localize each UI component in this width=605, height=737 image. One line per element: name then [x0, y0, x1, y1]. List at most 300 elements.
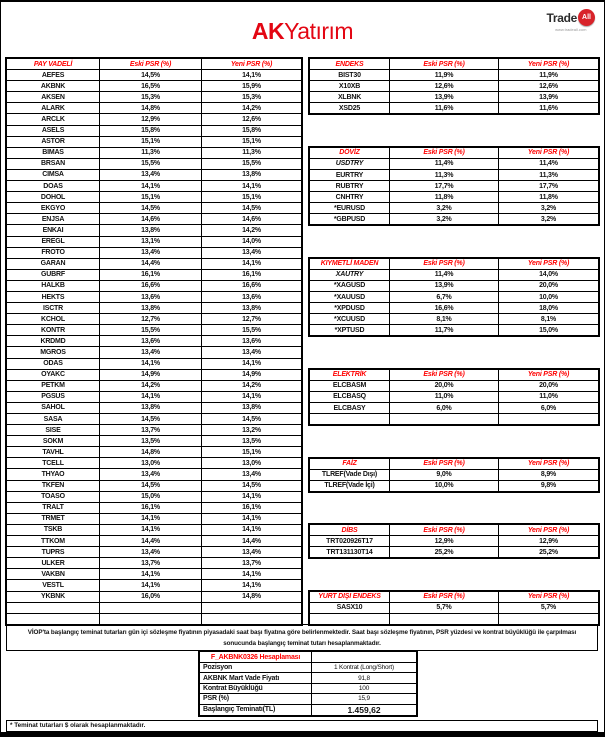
eski-psr-cell: 16,6%: [100, 280, 202, 291]
yeni-psr-header: Yeni PSR (%): [202, 59, 302, 70]
eski-psr-cell: 14,1%: [100, 358, 202, 369]
yeni-psr-cell: 14,0%: [202, 236, 302, 247]
yeni-psr-cell: 14,2%: [202, 380, 302, 391]
table-row: [7, 502, 302, 513]
eski-psr-cell: 13,8%: [100, 402, 202, 413]
eski-psr-cell: 16,1%: [100, 502, 202, 513]
yeni-psr-cell: 8,1%: [499, 314, 599, 325]
table-row: [7, 469, 302, 480]
eski-psr-cell: 14,1%: [100, 181, 202, 192]
yeni-psr-cell: 14,2%: [202, 103, 302, 114]
table-row: [310, 158, 599, 169]
table-row: [7, 458, 302, 469]
eski-psr-cell: 16,6%: [390, 303, 499, 314]
eski-psr-cell: 13,9%: [390, 92, 499, 103]
calc-box-title: F_AKBNK0326 Hesaplaması: [200, 652, 312, 663]
ticker-cell: VAKBN: [7, 569, 100, 580]
ticker-cell: ASELS: [7, 125, 100, 136]
eski-psr-cell: 17,7%: [390, 181, 499, 192]
doviz-table: [309, 147, 599, 226]
table-row: [7, 513, 302, 524]
ticker-cell: MGROS: [7, 347, 100, 358]
ticker-cell: XSD25: [310, 103, 390, 114]
eski-psr-header: Eski PSR (%): [390, 59, 499, 70]
table-row: [7, 303, 302, 314]
section-title: YURT DIŞI ENDEKS: [310, 591, 390, 602]
table-row: [7, 547, 302, 558]
ticker-cell: ASTOR: [7, 136, 100, 147]
table-row: [7, 536, 302, 547]
ticker-cell: EKGYO: [7, 203, 100, 214]
table-row: [310, 469, 599, 480]
table-row: [7, 103, 302, 114]
ticker-cell: *XAUUSD: [310, 292, 390, 303]
yeni-psr-cell: 11,4%: [499, 158, 599, 169]
yeni-psr-cell: 14,1%: [202, 358, 302, 369]
akbnk-calc-table: [199, 651, 417, 716]
eski-psr-cell: 14,4%: [100, 258, 202, 269]
empty-cell: [390, 414, 499, 425]
eski-psr-cell: 16,0%: [100, 591, 202, 602]
table-row: [310, 181, 599, 192]
ticker-cell: ELCBASM: [310, 380, 390, 391]
table-row: [310, 292, 599, 303]
empty-cell: [7, 613, 100, 624]
table-row: [310, 325, 599, 336]
yeni-psr-cell: 12,9%: [499, 536, 599, 547]
eski-psr-cell: 13,4%: [100, 469, 202, 480]
table-row: [7, 214, 302, 225]
pay-vadeli-table: [6, 58, 302, 625]
yeni-psr-cell: 8,9%: [499, 469, 599, 480]
table-row: [310, 103, 599, 114]
yeni-psr-cell: 14,5%: [202, 203, 302, 214]
table-row: [7, 480, 302, 491]
yeni-psr-cell: 13,9%: [499, 92, 599, 103]
yeni-psr-cell: 15,5%: [202, 158, 302, 169]
ticker-cell: ENJSA: [7, 214, 100, 225]
eski-psr-cell: 16,1%: [100, 269, 202, 280]
table-row: [7, 147, 302, 158]
brand-light-text: Yatırım: [284, 18, 354, 44]
ticker-cell: SASX10: [310, 602, 390, 613]
eski-psr-cell: 13,6%: [100, 291, 202, 302]
eski-psr-cell: 11,6%: [390, 103, 499, 114]
empty-cell: [100, 613, 202, 624]
ticker-cell: FROTO: [7, 247, 100, 258]
yeni-psr-cell: 15,9%: [202, 81, 302, 92]
eski-psr-cell: 12,7%: [100, 314, 202, 325]
eski-psr-cell: 13,9%: [390, 280, 499, 291]
empty-cell: [310, 414, 390, 425]
ticker-cell: TRALT: [7, 502, 100, 513]
calc-value-cell: 15,9: [312, 694, 417, 704]
ticker-cell: SAHOL: [7, 402, 100, 413]
table-row: [7, 169, 302, 180]
header-row: [310, 59, 599, 70]
tradeall-logo: [546, 9, 595, 32]
empty-cell: [499, 414, 599, 425]
eski-psr-cell: 11,7%: [390, 325, 499, 336]
ticker-cell: VESTL: [7, 580, 100, 591]
yeni-psr-cell: 11,6%: [499, 103, 599, 114]
eski-psr-cell: 15,5%: [100, 158, 202, 169]
ticker-cell: SISE: [7, 425, 100, 436]
eski-psr-cell: 12,9%: [390, 536, 499, 547]
eski-psr-cell: 14,2%: [100, 380, 202, 391]
yeni-psr-cell: 13,6%: [202, 336, 302, 347]
empty-cell: [310, 613, 390, 624]
table-row: [7, 181, 302, 192]
ticker-cell: *GBPUSD: [310, 214, 390, 225]
yeni-psr-header: Yeni PSR (%): [499, 369, 599, 380]
table-row: [310, 92, 599, 103]
eski-psr-cell: 14,5%: [100, 203, 202, 214]
ticker-cell: AEFES: [7, 70, 100, 81]
yeni-psr-cell: 14,2%: [202, 225, 302, 236]
eski-psr-header: Eski PSR (%): [390, 591, 499, 602]
yeni-psr-cell: 13,5%: [202, 436, 302, 447]
calc-row: [200, 663, 417, 673]
section-title: DİBS: [310, 525, 390, 536]
viop-footnote: VİOP'ta başlangıç teminat tutarları gün içi sözleşme fiyatının piyasadaki saat başı fiyatına göre belirlenmektedir. Saat başı sözleşme fiyatının, PSR yüzdesi ve kontrat büyüklüğü ile çarpılması sonucunda başlangıç teminat tutarı hesaplanmaktadır.: [6, 624, 598, 651]
eski-psr-cell: 14,5%: [100, 480, 202, 491]
table-row: [7, 291, 302, 302]
ticker-cell: SASA: [7, 414, 100, 425]
table-row: [310, 269, 599, 280]
eski-psr-cell: 11,3%: [390, 169, 499, 180]
yeni-psr-cell: 16,1%: [202, 502, 302, 513]
ticker-cell: EURTRY: [310, 169, 390, 180]
calc-header-row: [200, 652, 417, 663]
table-row: [310, 547, 599, 558]
table-row: [7, 380, 302, 391]
eski-psr-cell: 3,2%: [390, 214, 499, 225]
calc-value-cell: 91,8: [312, 673, 417, 683]
eski-psr-cell: 13,4%: [100, 347, 202, 358]
yeni-psr-cell: 13,4%: [202, 247, 302, 258]
eski-psr-cell: 11,0%: [390, 391, 499, 402]
header-row: [310, 458, 599, 469]
eski-psr-header: Eski PSR (%): [390, 369, 499, 380]
tradeall-subtext: www.tradeall.com: [555, 27, 587, 32]
empty-row: [310, 414, 599, 425]
table-row: [310, 214, 599, 225]
section-title: FAİZ: [310, 458, 390, 469]
eski-psr-header: Eski PSR (%): [390, 525, 499, 536]
yeni-psr-cell: 20,0%: [499, 380, 599, 391]
yeni-psr-cell: 11,8%: [499, 192, 599, 203]
yeni-psr-header: Yeni PSR (%): [499, 59, 599, 70]
yeni-psr-cell: 14,4%: [202, 536, 302, 547]
yeni-psr-cell: 14,6%: [202, 214, 302, 225]
empty-cell: [390, 613, 499, 624]
eski-psr-cell: 11,4%: [390, 158, 499, 169]
table-row: [7, 447, 302, 458]
ticker-cell: OYAKC: [7, 369, 100, 380]
ticker-cell: TRMET: [7, 513, 100, 524]
table-row: [310, 602, 599, 613]
table-row: [310, 203, 599, 214]
ticker-cell: YKBNK: [7, 591, 100, 602]
table-row: [7, 369, 302, 380]
header-row: [310, 147, 599, 158]
yeni-psr-cell: 11,3%: [499, 169, 599, 180]
ak-yatirim-logo: [1, 18, 604, 45]
ticker-cell: DOHOL: [7, 192, 100, 203]
yeni-psr-cell: 9,8%: [499, 480, 599, 491]
eski-psr-cell: 14,9%: [100, 369, 202, 380]
yeni-psr-cell: 14,8%: [202, 591, 302, 602]
empty-cell: [100, 602, 202, 613]
calc-value-cell: 1 Kontrat (Long/Short): [312, 663, 417, 673]
table-row: [7, 280, 302, 291]
yeni-psr-cell: 10,0%: [499, 292, 599, 303]
ticker-cell: ISCTR: [7, 303, 100, 314]
tradeall-badge-icon: All: [578, 9, 595, 26]
eski-psr-cell: 14,8%: [100, 447, 202, 458]
ticker-cell: TRT131130T14: [310, 547, 390, 558]
eski-psr-cell: 3,2%: [390, 203, 499, 214]
table-row: [7, 247, 302, 258]
header-row: [7, 59, 302, 70]
eski-psr-cell: 13,4%: [100, 169, 202, 180]
calc-label-cell: Başlangıç Teminatı(TL): [200, 704, 312, 715]
eski-psr-header: Eski PSR (%): [390, 258, 499, 269]
eski-psr-cell: 12,6%: [390, 81, 499, 92]
yeni-psr-cell: 15,8%: [202, 125, 302, 136]
yeni-psr-cell: 15,5%: [202, 325, 302, 336]
ticker-cell: PETKM: [7, 380, 100, 391]
eski-psr-cell: 15,8%: [100, 125, 202, 136]
eski-psr-cell: 15,1%: [100, 136, 202, 147]
eski-psr-cell: 13,7%: [100, 558, 202, 569]
empty-row: [310, 613, 599, 624]
table-row: [7, 70, 302, 81]
yeni-psr-header: Yeni PSR (%): [499, 147, 599, 158]
yeni-psr-cell: 11,0%: [499, 391, 599, 402]
table-row: [310, 536, 599, 547]
table-row: [310, 314, 599, 325]
eski-psr-cell: 15,1%: [100, 192, 202, 203]
eski-psr-cell: 14,1%: [100, 513, 202, 524]
eski-psr-cell: 11,9%: [390, 70, 499, 81]
eski-psr-cell: 5,7%: [390, 602, 499, 613]
yeni-psr-header: Yeni PSR (%): [499, 525, 599, 536]
table-row: [7, 591, 302, 602]
ticker-cell: AKBNK: [7, 81, 100, 92]
empty-cell: [202, 602, 302, 613]
yeni-psr-cell: 25,2%: [499, 547, 599, 558]
table-row: [7, 269, 302, 280]
yeni-psr-cell: 15,3%: [202, 92, 302, 103]
ticker-cell: CIMSA: [7, 169, 100, 180]
table-row: [310, 303, 599, 314]
table-row: [7, 336, 302, 347]
ticker-cell: ODAS: [7, 358, 100, 369]
yeni-psr-cell: 13,2%: [202, 425, 302, 436]
table-row: [7, 225, 302, 236]
eski-psr-cell: 12,9%: [100, 114, 202, 125]
eski-psr-cell: 6,0%: [390, 403, 499, 414]
yeni-psr-cell: 20,0%: [499, 280, 599, 291]
yeni-psr-cell: 11,9%: [499, 70, 599, 81]
kiymetli-maden-table: [309, 258, 599, 337]
ticker-cell: TLREF(Vade İçi): [310, 480, 390, 491]
ticker-cell: TKFEN: [7, 480, 100, 491]
ticker-cell: BRSAN: [7, 158, 100, 169]
yeni-psr-cell: 3,2%: [499, 203, 599, 214]
yeni-psr-cell: 13,8%: [202, 169, 302, 180]
eski-psr-cell: 14,1%: [100, 569, 202, 580]
yeni-psr-cell: 18,0%: [499, 303, 599, 314]
eski-psr-cell: 13,7%: [100, 425, 202, 436]
endeks-table: [309, 58, 599, 114]
calc-label-cell: PSR (%): [200, 694, 312, 704]
ticker-cell: TRT020926T17: [310, 536, 390, 547]
table-row: [7, 491, 302, 502]
eski-psr-cell: 13,8%: [100, 225, 202, 236]
ticker-cell: ELCBASQ: [310, 391, 390, 402]
header-row: [310, 525, 599, 536]
eski-psr-header: Eski PSR (%): [100, 59, 202, 70]
yeni-psr-cell: 14,1%: [202, 524, 302, 535]
ticker-cell: ELCBASY: [310, 403, 390, 414]
table-row: [310, 81, 599, 92]
ticker-cell: GARAN: [7, 258, 100, 269]
eski-psr-cell: 14,5%: [100, 414, 202, 425]
table-row: [7, 402, 302, 413]
table-row: [7, 114, 302, 125]
section-title: PAY VADELİ: [7, 59, 100, 70]
yurt-disi-endeks-table: [309, 591, 599, 625]
yeni-psr-cell: 14,0%: [499, 269, 599, 280]
ticker-cell: ALARK: [7, 103, 100, 114]
usd-margin-note: * Teminat tutarları $ olarak hesaplanmaktadır.: [6, 720, 598, 732]
eski-psr-cell: 10,0%: [390, 480, 499, 491]
eski-psr-cell: 13,1%: [100, 236, 202, 247]
eski-psr-cell: 14,6%: [100, 214, 202, 225]
table-row: [310, 169, 599, 180]
ticker-cell: CNHTRY: [310, 192, 390, 203]
ticker-cell: BIST30: [310, 70, 390, 81]
eski-psr-cell: 9,0%: [390, 469, 499, 480]
calc-label-cell: AKBNK Mart Vade Fiyatı: [200, 673, 312, 683]
table-row: [7, 203, 302, 214]
ticker-cell: TAVHL: [7, 447, 100, 458]
yeni-psr-cell: 14,1%: [202, 513, 302, 524]
yeni-psr-cell: 13,6%: [202, 291, 302, 302]
eski-psr-cell: 14,1%: [100, 391, 202, 402]
eski-psr-cell: 13,0%: [100, 458, 202, 469]
ticker-cell: AKSEN: [7, 92, 100, 103]
ticker-cell: KONTR: [7, 325, 100, 336]
yeni-psr-cell: 12,6%: [202, 114, 302, 125]
table-row: [7, 81, 302, 92]
section-title: KIYMETLİ MADEN: [310, 258, 390, 269]
ticker-cell: THYAO: [7, 469, 100, 480]
yeni-psr-cell: 13,4%: [202, 347, 302, 358]
calc-row: [200, 683, 417, 693]
section-title: ENDEKS: [310, 59, 390, 70]
ticker-cell: TUPRS: [7, 547, 100, 558]
yeni-psr-cell: 16,1%: [202, 269, 302, 280]
ticker-cell: *EURUSD: [310, 203, 390, 214]
empty-cell: [312, 652, 417, 663]
table-row: [7, 158, 302, 169]
calc-label-cell: Kontrat Büyüklüğü: [200, 683, 312, 693]
table-row: [310, 480, 599, 491]
elektrik-table: [309, 369, 599, 425]
section-title: DÖVİZ: [310, 147, 390, 158]
eski-psr-cell: 13,8%: [100, 303, 202, 314]
ticker-cell: TCELL: [7, 458, 100, 469]
tradeall-text: Trade: [546, 10, 577, 25]
ticker-cell: *XPTUSD: [310, 325, 390, 336]
yeni-psr-cell: 11,3%: [202, 147, 302, 158]
header-row: [310, 369, 599, 380]
table-row: [7, 436, 302, 447]
eski-psr-header: Eski PSR (%): [390, 458, 499, 469]
eski-psr-cell: 15,0%: [100, 491, 202, 502]
yeni-psr-cell: 13,4%: [202, 547, 302, 558]
ticker-cell: XLBNK: [310, 92, 390, 103]
ticker-cell: GUBRF: [7, 269, 100, 280]
yeni-psr-cell: 14,1%: [202, 580, 302, 591]
eski-psr-cell: 14,1%: [100, 580, 202, 591]
ticker-cell: HALKB: [7, 280, 100, 291]
ticker-cell: HEKTS: [7, 291, 100, 302]
eski-psr-header: Eski PSR (%): [390, 147, 499, 158]
table-row: [7, 558, 302, 569]
eski-psr-cell: 6,7%: [390, 292, 499, 303]
table-row: [7, 236, 302, 247]
table-row: [7, 347, 302, 358]
ticker-cell: *XCUUSD: [310, 314, 390, 325]
yeni-psr-cell: 14,1%: [202, 70, 302, 81]
empty-row: [7, 613, 302, 624]
yeni-psr-cell: 5,7%: [499, 602, 599, 613]
ticker-cell: BIMAS: [7, 147, 100, 158]
yeni-psr-cell: 16,6%: [202, 280, 302, 291]
yeni-psr-cell: 14,1%: [202, 391, 302, 402]
header-row: [310, 591, 599, 602]
table-row: [310, 192, 599, 203]
table-row: [7, 125, 302, 136]
bottom-border-bar: [1, 732, 605, 737]
yeni-psr-cell: 13,0%: [202, 458, 302, 469]
yeni-psr-header: Yeni PSR (%): [499, 258, 599, 269]
ticker-cell: KCHOL: [7, 314, 100, 325]
empty-row: [7, 602, 302, 613]
yeni-psr-cell: 14,1%: [202, 181, 302, 192]
ticker-cell: TSKB: [7, 524, 100, 535]
table-row: [7, 314, 302, 325]
yeni-psr-cell: 14,9%: [202, 369, 302, 380]
eski-psr-cell: 15,3%: [100, 92, 202, 103]
ticker-cell: DOAS: [7, 181, 100, 192]
yeni-psr-cell: 15,1%: [202, 136, 302, 147]
yeni-psr-cell: 12,7%: [202, 314, 302, 325]
eski-psr-cell: 8,1%: [390, 314, 499, 325]
yeni-psr-cell: 12,6%: [499, 81, 599, 92]
table-row: [7, 580, 302, 591]
ticker-cell: PGSUS: [7, 391, 100, 402]
yeni-psr-header: Yeni PSR (%): [499, 591, 599, 602]
table-row: [310, 380, 599, 391]
table-row: [310, 391, 599, 402]
eski-psr-cell: 16,5%: [100, 81, 202, 92]
